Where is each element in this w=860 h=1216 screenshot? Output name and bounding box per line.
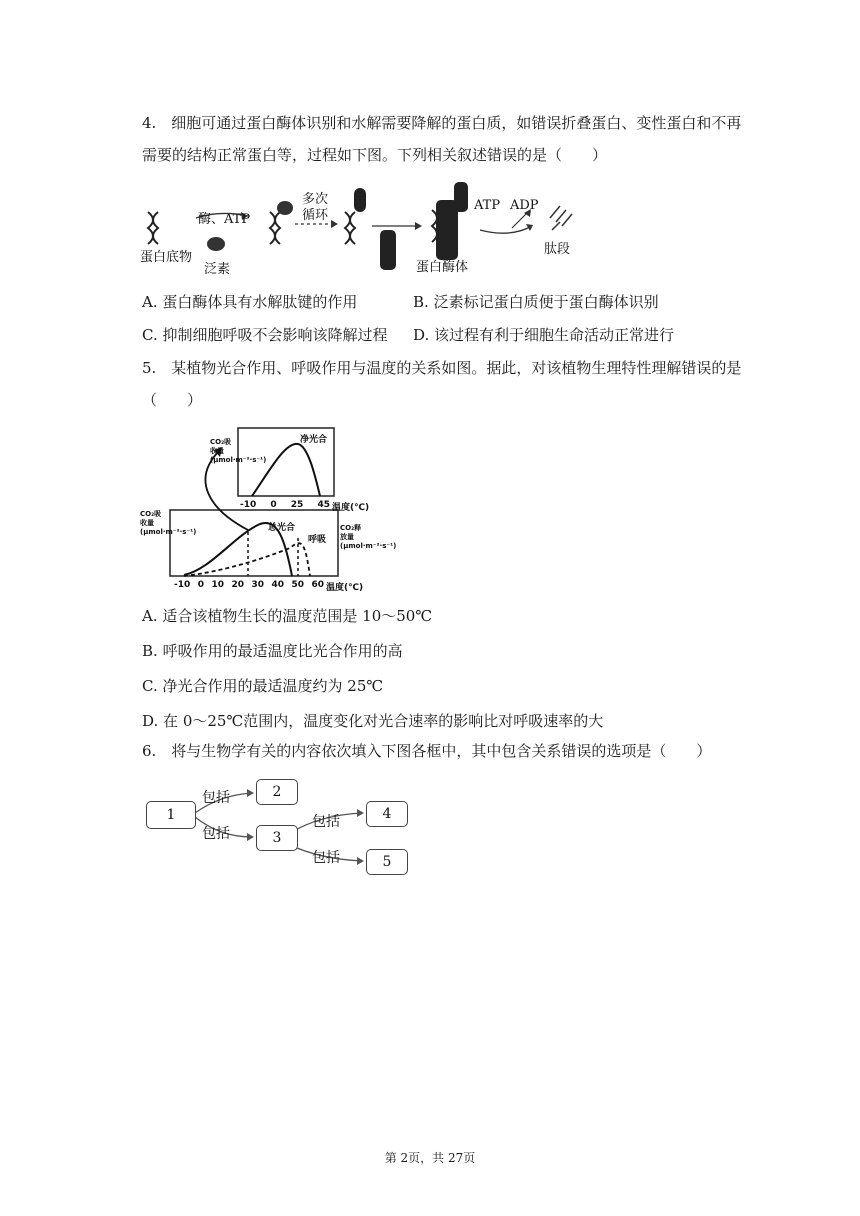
label-adp: ADP [510,198,539,213]
label-include-1: 包括 [202,790,230,806]
top-xticks: -10 0 25 45 [240,500,330,510]
label-substrate: 蛋白底物 [140,250,193,265]
bottom-xlabel: 温度(℃) [326,583,364,593]
box-5: 5 [366,849,408,875]
label-total-photosynthesis: 总光合 [268,523,296,533]
question-4-text: 4. 细胞可通过蛋白酶体识别和水解需要降解的蛋白质，如错误折叠蛋白、变性蛋白和不再需要的结构正常蛋白等，过程如下图。下列相关叙述错误的是（ ） [142,114,742,164]
label-include-4: 包括 [312,850,340,866]
top-ylabel: CO₂吸收量 (μmol·m⁻²·s⁻¹) [210,438,267,464]
temperature-chart-figure [140,420,397,596]
label-include-2: 包括 [202,826,230,842]
bottom-xticks: -10 0 10 20 30 40 50 60 [174,580,324,590]
label-ubiquitin: 泛素 [204,262,231,277]
box-1: 1 [146,801,196,829]
label-include-3: 包括 [312,814,340,830]
proteasome-figure [140,180,600,280]
box-2: 2 [256,779,298,805]
inclusion-diagram [140,775,420,875]
page-footer: 第 2页，共 27页 [384,1151,476,1165]
label-peptides: 肽段 [544,242,571,257]
q4-option-a: A. 蛋白酶体具有水解肽键的作用 [142,293,358,311]
q4-option-d: D. 该过程有利于细胞生命活动正常进行 [413,326,675,344]
box-4: 4 [366,801,408,827]
q4-option-b: B. 泛素标记蛋白质便于蛋白酶体识别 [413,293,659,311]
label-net-photosynthesis: 净光合 [300,435,328,445]
q5-option-d: D. 在 0～25℃范围内，温度变化对光合速率的影响比对呼吸速率的大 [142,712,604,730]
q4-option-c: C. 抑制细胞呼吸不会影响该降解过程 [142,326,388,344]
q5-option-c: C. 净光合作用的最适温度约为 25℃ [142,677,384,695]
bottom-right-ylabel: CO₂释放量 (μmol·m⁻²·s⁻¹) [340,524,397,550]
top-xlabel: 温度(℃) [332,503,370,513]
q5-option-a: A. 适合该植物生长的温度范围是 10～50℃ [142,607,433,625]
label-multi-cycle: 多次循环 [302,192,329,223]
label-atp: ATP [474,198,501,213]
question-6-text: 6. 将与生物学有关的内容依次填入下图各框中，其中包含关系错误的选项是（ ） [142,742,712,760]
question-5-text: 5. 某植物光合作用、呼吸作用与温度的关系如图。据此，对该植物生理特性理解错误的是（ ） [142,359,742,409]
box-3: 3 [256,825,298,851]
q5-option-b: B. 呼吸作用的最适温度比光合作用的高 [142,642,403,660]
label-enzyme-atp: 酶、ATP [198,212,251,227]
bottom-left-ylabel: CO₂吸收量 (μmol·m⁻²·s⁻¹) [140,510,197,536]
label-proteasome: 蛋白酶体 [416,260,469,275]
label-respiration: 呼吸 [308,535,327,545]
